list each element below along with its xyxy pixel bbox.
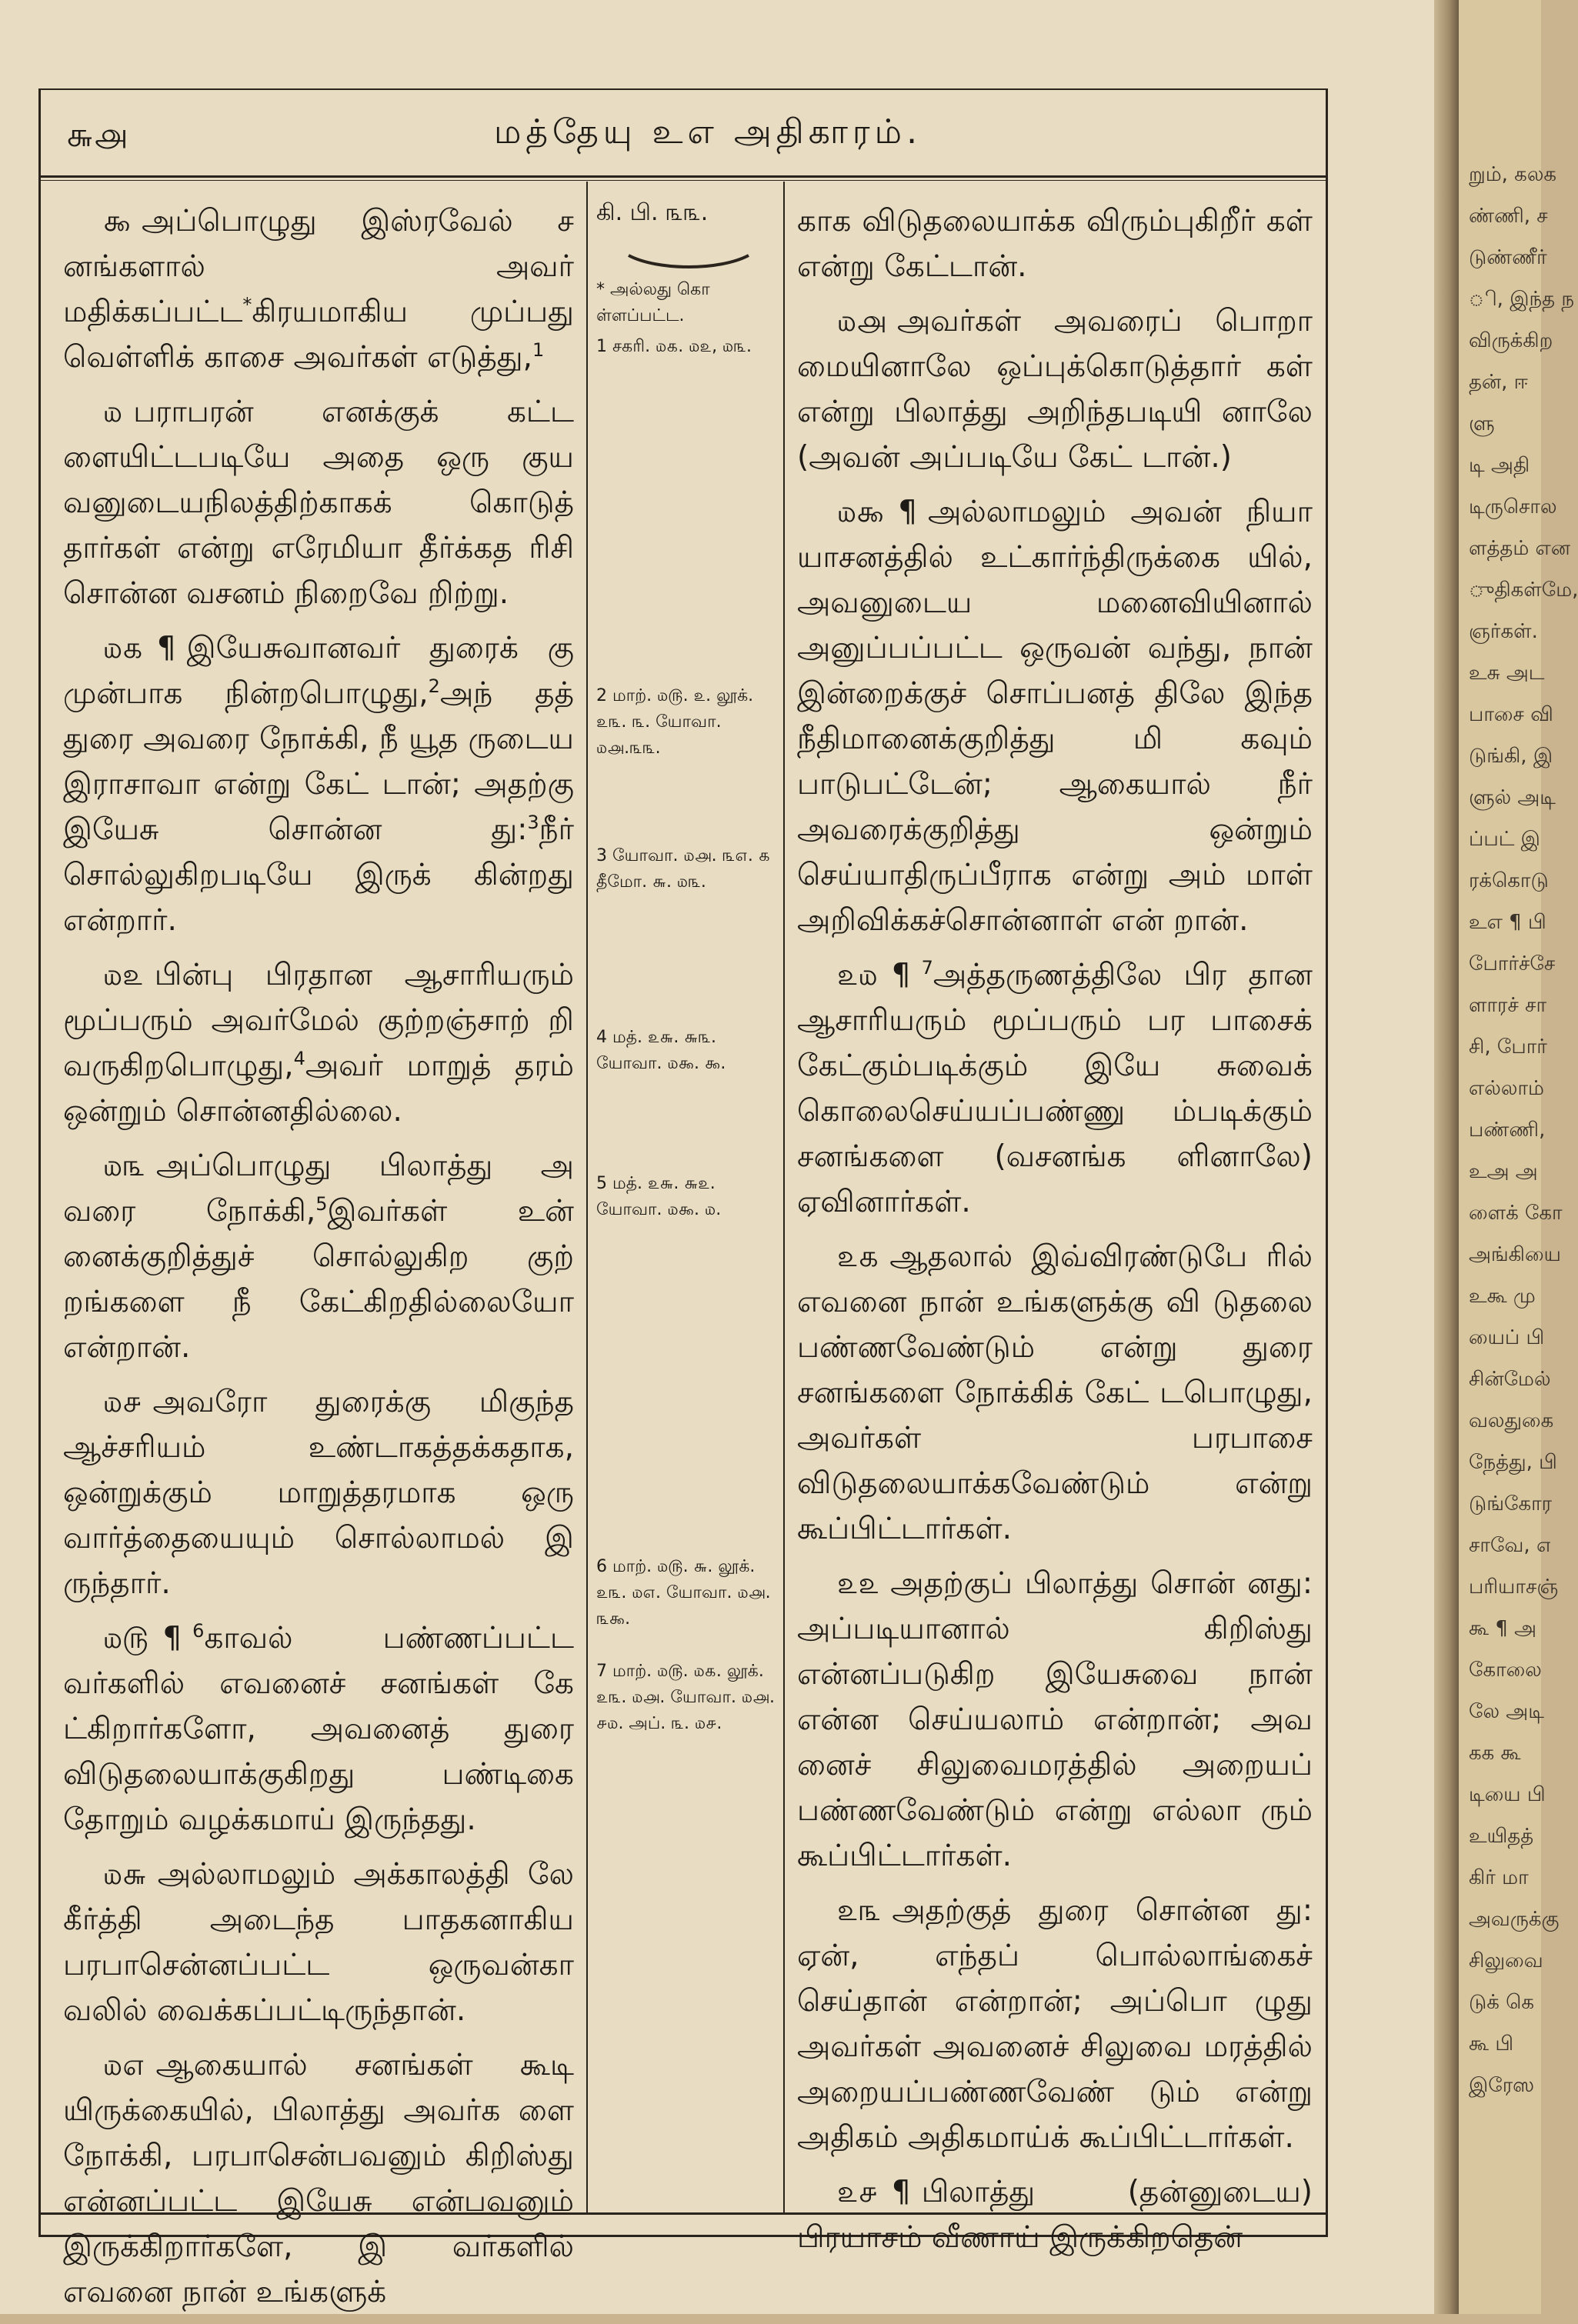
adjacent-page-line: ரக்கொடு — [1469, 869, 1549, 892]
adjacent-page-line: ண்ணி, ச — [1469, 205, 1548, 228]
verse-number: ௰௧ — [103, 631, 143, 665]
verse-number: ௰௯ — [837, 495, 885, 529]
adjacent-page-line: எல்லாம் — [1469, 1077, 1544, 1100]
verse-text: காவல் பண்ணப்பட்ட வர்களில் எவனைச் சனங்கள் கே ட்கிறார்களோ, அவனைத் துரை விடுதலையாக்குகிறது பண்டிகை தோறும் வழக்கமாய் இருந்தது. — [63, 1621, 574, 1837]
verse — [63, 625, 574, 943]
verse-number: ௨௩ — [837, 1893, 882, 1928]
cross-reference: 4 மத். ௨௬. ௬௩. யோவா. ௰௯. ௯. — [596, 1028, 726, 1073]
adjacent-page-line: ளைக் கோ — [1469, 1202, 1563, 1225]
verse-number: ௰௩ — [103, 1149, 145, 1183]
adjacent-page-line: கக கூ — [1469, 1742, 1521, 1765]
reference-marker: 1 — [532, 339, 545, 361]
reference-marker: 3 — [527, 812, 539, 833]
verse-number: ௰௬ — [103, 1857, 147, 1892]
adjacent-page-line: பண்ணி, — [1469, 1119, 1546, 1142]
verse-text: அதற்குத் துரை சொன்ன து: ஏன், எந்தப் பொல்லாங்கைச் செய்தான் என்றான்; அப்பொ ழுது அவர்கள் அவனைச் சிலுவை மரத்தில் அறையப்பண்ணவேண் டும் என்று அதிகம் அதிகமாய்க் கூப்பிட்டார்கள். — [797, 1893, 1313, 2155]
adjacent-page-line: பாசை வி — [1469, 703, 1553, 726]
pilcrow-mark: ¶ — [156, 631, 176, 665]
verse — [63, 2042, 574, 2315]
adjacent-page-line: நேத்து, பி — [1469, 1451, 1557, 1474]
cross-reference: 6 மாற். ௰௫. ௬. லூக். ௨௩. ௰௭. யோவா. ௰௮. ௩௯. — [596, 1557, 771, 1629]
adjacent-page-line: யைப் பி — [1469, 1326, 1545, 1349]
cross-reference: 3 யோவா. ௰௮. ௩௭. ௧ தீமோ. ௬. ௰௩. — [596, 846, 770, 892]
verse-number: ௨௰ — [837, 958, 878, 992]
verse — [797, 2169, 1313, 2260]
verse-text: ஆதலால் இவ்விரண்டுபே ரில் எவனை நான் உங்களுக்கு வி டுதலை பண்ணவேண்டும் என்று துரை சனங்களை நோக்கிக் கேட் டபொழுது, அவர்கள் பரபாசை விடுதலையாக்கவேண்டும் என்று கூப்பிட்டார்கள். — [797, 1239, 1313, 1546]
verse — [63, 1143, 574, 1370]
adjacent-page-line: உசு அட — [1469, 662, 1545, 685]
page-number: ௬௮ — [66, 115, 128, 155]
running-title: மத்தேயு உஎ அதிகாரம். — [493, 112, 922, 152]
pilcrow-mark: ¶ — [898, 495, 918, 529]
verse — [797, 198, 1313, 289]
column-divider-left — [586, 182, 588, 2212]
verse — [797, 489, 1313, 943]
verse-text: கிரயமாகிய முப்பது வெள்ளிக் காசை அவர்கள் எடுத்து, — [63, 295, 574, 375]
pilcrow-mark: ¶ — [891, 2175, 911, 2209]
header-rule-thin — [38, 180, 1326, 181]
verse — [797, 1561, 1313, 1879]
verse — [63, 389, 574, 616]
verse-text: அப்பொழுது பிலாத்து அ வரை நோக்கி, — [63, 1149, 574, 1229]
adjacent-page-line: டுங்கி, இ — [1469, 745, 1553, 768]
column-divider-right — [783, 182, 785, 2212]
verse — [797, 1888, 1313, 2160]
adjacent-page-line: டுங்கோர — [1469, 1492, 1553, 1515]
adjacent-page-line: ப்பட் இ — [1469, 828, 1540, 851]
reference-marker: 7 — [921, 957, 933, 979]
adjacent-page-line: சி, போர் — [1469, 1035, 1547, 1059]
adjacent-page-line: வலதுகை — [1469, 1409, 1554, 1432]
adjacent-page-line: கூ பி — [1469, 2032, 1514, 2056]
verse-number: ௰௫ — [103, 1621, 149, 1655]
verse-text: நீர் சொல்லுகிறபடியே இருக் கின்றது என்றார். — [63, 812, 574, 938]
verse-text: அல்லாமலும் அவன் நியா யாசனத்தில் உட்கார்ந்திருக்கை யில், அவனுடைய மனைவியினால் அனுப்பப்பட்ட ஒருவன் வந்து, நான் இன்றைக்குச் சொப்பனத் திலே இந்த நீதிமானைக்குறித்து மி கவும் பாடுபட்டேன்; ஆகையால் நீர் அவரைக்குறித்து ஒன்றும் செய்யாதிருப்பீராக என்று அம் மாள் அறிவிக்கச்சொன்னாள் என் றான். — [797, 495, 1313, 938]
verse-number: ௨௪ — [837, 2175, 878, 2209]
verse — [63, 1615, 574, 1842]
verse-text: இவர்கள் உன் னைக்குறித்துச் சொல்லுகிற குற் றங்களை நீ கேட்கிறதில்லையோ என்றான். — [63, 1194, 574, 1365]
verse-text: அப்பொழுது இஸ்ரவேல் ச னங்களால் அவர் மதிக்கப்பட்ட — [63, 204, 574, 329]
adjacent-page-line: பரியாசஞ் — [1469, 1575, 1559, 1599]
cross-reference: 2 மாற். ௰௫. ௨. லூக். ௨௩. ௩. யோவா. ௰௮.௩௩. — [596, 686, 754, 758]
reference-marker: 6 — [192, 1620, 205, 1642]
adjacent-page-line: கோலை — [1469, 1659, 1542, 1682]
verse — [797, 1234, 1313, 1552]
adjacent-page-line: டுக் கெ — [1469, 1991, 1534, 2014]
adjacent-page-line: உஎ ¶ பி — [1469, 911, 1546, 934]
verse-text: பராபரன் எனக்குக் கட்ட ளையிட்டபடியே அதை ஒரு குய வனுடையநிலத்திற்காகக் கொடுத் தார்கள் என்று எரேமியா தீர்க்கத ரிசி சொன்ன வசனம் நிறைவே றிற்று. — [63, 395, 574, 611]
adjacent-page-line: ளுல் அடி — [1469, 786, 1556, 809]
verse-number: ௨௧ — [837, 1239, 879, 1274]
verse-text: அவர் மாறுத் தரம் ஒன்றும் சொன்னதில்லை. — [63, 1049, 574, 1129]
text-column-left — [63, 198, 574, 2324]
verse — [797, 952, 1313, 1225]
adjacent-page-line: டுண்ணீர் — [1469, 246, 1547, 269]
header-rule — [38, 175, 1326, 178]
adjacent-page-line: விருக்கிற — [1469, 329, 1553, 352]
adjacent-page-line: உகூ மு — [1469, 1285, 1536, 1308]
verse-number: ௨௨ — [837, 1566, 880, 1601]
adjacent-page-line: தன், ஈ — [1469, 371, 1529, 394]
verse-text: அந் தத் துரை அவரை நோக்கி, நீ யூத ருடைய இராசாவா என்று கேட் டான்; அதற்கு இயேசு சொன்ன து: — [63, 676, 574, 847]
ornament-flourish — [627, 251, 750, 269]
text-column-right — [797, 198, 1313, 2269]
pilcrow-mark: ¶ — [891, 958, 911, 992]
cross-reference: * அல்லது கொ ள்ளப்பட்ட. — [596, 280, 710, 325]
adjacent-page — [1456, 0, 1578, 2314]
adjacent-page-line: சிலுவை — [1469, 1949, 1543, 1972]
adjacent-page-line: இரேஸ — [1469, 2074, 1535, 2097]
verse-text: அவர்கள் அவரைப் பொறா மையினாலே ஒப்புக்கொடுத்தார் கள் என்று பிலாத்து அறிந்தபடியி னாலே (அவன் அப்படியே கேட் டான்.) — [797, 304, 1313, 475]
book-gutter — [1433, 0, 1459, 2314]
verse-text: ஆகையால் சனங்கள் கூடி யிருக்கையில், பிலாத்து அவர்க ளை நோக்கி, பரபாசென்பவனும் கிறிஸ்து என்னப்பட்ட இயேசு என்பவனும் இருக்கிறார்களே, இ வர்களில் எவனை நான் உங்களுக் — [63, 2048, 574, 2309]
verse-text: பிலாத்து (தன்னுடைய) பிரயாசம் வீணாய் இருக்கிறதென் — [797, 2175, 1313, 2255]
verse-number: ௰௮ — [837, 304, 887, 338]
pilcrow-mark: ¶ — [162, 1621, 182, 1655]
cross-reference: 7 மாற். ௰௫. ௰௧. லூக். ௨௩. ௰௮. யோவா. ௰௮. ௪௰. அப். ௩. ௰௪. — [596, 1662, 776, 1733]
cross-reference: 5 மத். ௨௬. ௬௨. யோவா. ௰௯. ௰. — [596, 1174, 722, 1219]
adjacent-page-line: லே அடி — [1469, 1700, 1544, 1723]
margin-year: கி. பி. ௩௩. — [596, 199, 709, 226]
adjacent-page-line: உயிதத் — [1469, 1825, 1534, 1848]
verse-number: ௰௨ — [103, 958, 144, 992]
adjacent-page-line: போர்ச்சே — [1469, 952, 1556, 975]
verse-text: பின்பு பிரதான ஆசாரியரும் மூப்பரும் அவர்மேல் குற்றஞ்சாற் றி வருகிறபொழுது, — [63, 958, 574, 1083]
verse-number: ௰௪ — [103, 1385, 142, 1419]
verse-text: அவரோ துரைக்கு மிகுந்த ஆச்சரியம் உண்டாகத்தக்கதாக, ஒன்றுக்கும் மாறுத்தரமாக ஒரு வார்த்தையையும் சொல்லாமல் இ ருந்தார். — [63, 1385, 574, 1601]
adjacent-page-line: உஅ அ — [1469, 1160, 1538, 1183]
adjacent-page-line: ளத்தம் என — [1469, 537, 1571, 560]
adjacent-page-line: ி, இந்த ந — [1469, 288, 1575, 311]
adjacent-page-line: அங்கியை — [1469, 1243, 1561, 1266]
adjacent-page-line: சின்மேல் — [1469, 1368, 1551, 1391]
verse — [63, 1852, 574, 2033]
adjacent-page-line: டி அதி — [1469, 454, 1530, 477]
adjacent-page-line: கூ ¶ அ — [1469, 1617, 1537, 1640]
adjacent-page-line: ளு — [1469, 412, 1495, 435]
reference-marker: 4 — [293, 1048, 305, 1069]
verse-text: அதற்குப் பிலாத்து சொன் னது: அப்படியானால் கிறிஸ்து என்னப்படுகிற இயேசுவை நான் என்ன செய்யலாம் என்றான்; அவ னைச் சிலுவைமரத்தில் அறையப் பண்ணவேண்டும் என்று எல்லா ரும் கூப்பிட்டார்கள். — [797, 1566, 1313, 1873]
adjacent-page-line: கிர் மா — [1469, 1866, 1529, 1889]
verse-number: ௰௭ — [103, 2048, 145, 2082]
reference-marker: 2 — [428, 675, 440, 697]
verse-text: அல்லாமலும் அக்காலத்தி லே கீர்த்தி அடைந்த பாதகனாகிய பரபாசென்னப்பட்ட ஒருவன்கா வலில் வைக்கப்பட்டிருந்தான். — [63, 1857, 574, 2028]
adjacent-page-line: ளாரச் சா — [1469, 994, 1547, 1017]
verse — [63, 198, 574, 380]
verse — [63, 952, 574, 1134]
adjacent-page-line: சாவே, ௭ — [1469, 1534, 1552, 1557]
adjacent-page-line: ஞர்கள். — [1469, 620, 1538, 643]
reference-marker: * — [242, 294, 252, 315]
cross-reference: 1 சகரி. ௰௧. ௰௨, ௰௩. — [596, 337, 752, 356]
adjacent-page-line: அவருக்கு — [1469, 1908, 1560, 1931]
verse-number: ௯ — [103, 204, 132, 238]
verse-number: ௰ — [103, 395, 123, 429]
adjacent-page-line: டியை பி — [1469, 1783, 1546, 1806]
verse-text: காக விடுதலையாக்க விரும்புகிறீர் கள் என்று கேட்டான். — [797, 204, 1313, 284]
adjacent-page-line: டிருசொல — [1469, 495, 1557, 518]
verse — [63, 1379, 574, 1606]
verse — [797, 298, 1313, 480]
reference-marker: 5 — [315, 1193, 328, 1215]
verse-text: இயேசுவானவர் துரைக் கு முன்பாக நின்றபொழுது, — [63, 631, 574, 711]
adjacent-page-line: றும், கலக — [1469, 163, 1557, 186]
adjacent-page-line: ுதிகள்மே, — [1469, 578, 1578, 602]
footer-rule — [38, 2212, 1326, 2215]
verse-text: அத்தருணத்திலே பிர தான ஆசாரியரும் மூப்பரும் பர பாசைக் கேட்கும்படிக்கும் இயே சுவைக் கொலைசெய்யப்பண்ணு ம்படிக்கும் சனங்களை (வசனங்க ளினாலே) ஏவினார்கள். — [797, 958, 1313, 1219]
